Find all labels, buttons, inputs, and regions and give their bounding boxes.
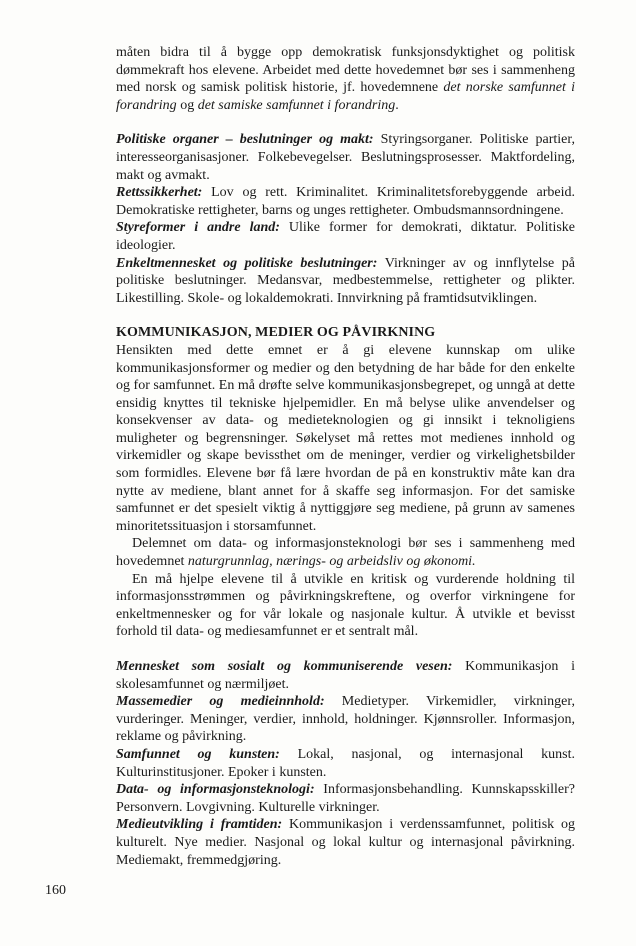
topic-text: Ulike former for demokrati, diktatur. Politiske ideologier. xyxy=(116,220,575,253)
section-paragraph-3: En må hjelpe elevene til å utvikle en kritisk og vurderende holdning til informasjonsstrømmen og påvirkningskreftene, og overfor virkningene for enkeltmennesker og for vår lokale og nasjonale kultur. Å utvikle et bevisst forhold til data- og mediesamfunnet er et sentralt mål. xyxy=(116,571,575,640)
section-paragraph-2 xyxy=(116,535,575,570)
topic-text: Lov og rett. Kriminalitet. Kriminalitetsforebyggende arbeid. Demokratiske rettigheter, barns og unges rettigheter. Ombudsmannsordningene. xyxy=(116,185,575,218)
intro-connector: og xyxy=(176,97,198,113)
topic-item xyxy=(116,255,575,308)
topic-term: Rettssikkerhet: xyxy=(116,185,203,201)
topic-term: Medieutvikling i framtiden: xyxy=(116,817,283,833)
topic-item xyxy=(116,219,575,254)
topic-item xyxy=(116,658,575,693)
topic-text: Lokal, nasjonal, og internasjonal kunst. Kulturinstitusjoner. Epoker i kunsten. xyxy=(116,746,576,780)
topic-item xyxy=(116,781,575,816)
topic-term: Styreformer i andre land: xyxy=(116,220,280,236)
topic-item xyxy=(116,131,575,184)
topic-item xyxy=(116,816,575,869)
topic-term: Massemedier og medieinnhold: xyxy=(116,694,325,710)
intro-paragraph xyxy=(116,44,575,114)
topic-term: Enkeltmennesket og politiske beslutninger: xyxy=(116,255,378,271)
topic-item xyxy=(116,693,575,746)
section-paragraph-2-text: Delemnet om data- og informasjonsteknologi bør ses i sammenheng med hovedemnet xyxy=(116,536,575,570)
topic-text: Kommunikasjon i skolesamfunnet og nærmiljøet. xyxy=(116,659,575,692)
topic-term: Samfunnet og kunsten: xyxy=(116,746,280,762)
topic-item xyxy=(116,746,575,781)
intro-emphasis-norsk: det norske samfunnet i forandring xyxy=(116,80,576,113)
topic-text: Styringsorganer. Politiske partier, interesseorganisasjoner. Folkebevegelser. Beslutningsprosesser. Maktfordeling, makt og avmakt. xyxy=(116,132,575,183)
topic-text: Virkninger av og innflytelse på politiske beslutninger. Medansvar, medbestemmelse, rettigheter og plikter. Likestilling. Skole- og lokaldemokrati. Innvirkning på framtidsutviklingen. xyxy=(116,255,575,306)
topic-text: Medietyper. Virkemidler, virkninger, vurderinger. Meninger, verdier, innhold, holdninger. Kjønnsroller. Informasjon, reklame og påvirkning. xyxy=(116,694,575,745)
page-number: 160 xyxy=(45,883,66,898)
topic-item xyxy=(116,184,575,219)
topic-text: Informasjonsbehandling. Kunnskapsskiller? Personvern. Lovgivning. Kulturelle virkninger. xyxy=(116,782,575,815)
topic-term: Politiske organer – beslutninger og makt: xyxy=(116,132,374,148)
intro-text: måten bidra til å bygge opp demokratisk funksjonsdyktighet og politisk dømmekraft hos elevene. Arbeidet med dette hovedemnet bør ses i sammenheng med norsk og samisk politisk historie, jf. hovedemnene xyxy=(116,45,575,96)
section-paragraph-1: Hensikten med dette emnet er å gi elevene kunnskap om ulike kommunikasjonsformer og medier og den betydning de har både for den enkelte og for samfunnet. En må drøfte selve kommunikasjonsbegrepet, og unngå at dette ensidig knyttes til tekniske hjelpemidler. En må belyse ulike anvendelser og konsekvenser av data- og medieteknologien og gi innsikt i teknoligiens muligheter og begrensninger. Søkelyset må rettes mot medienes innhold og virkemidler og skape bevissthet om de meninger, verdier og virkelighetsbilder som formidles. Elevene bør få lære hvordan de på en konstruktiv måte kan dra nytte av mediene, blant annet for å skaffe seg informasjon. For det samiske samfunnet er det spesielt viktig å nyttiggjøre seg mediene, på grunn av samenes minoritetssituasjon i storsamfunnet. xyxy=(116,342,575,534)
intro-emphasis-samisk: det samiske samfunnet i forandring xyxy=(197,97,396,113)
section-paragraph-2-emphasis: naturgrunnlag, nærings- og arbeidsliv og økonomi. xyxy=(187,554,476,570)
page-body xyxy=(116,44,575,869)
topic-term: Data- og informasjonsteknologi: xyxy=(116,782,315,798)
section-heading: KOMMUNIKASJON, MEDIER OG PÅVIRKNING xyxy=(116,325,436,341)
topic-text: Kommunikasjon i verdenssamfunnet, politisk og kulturelt. Nye medier. Nasjonal og lokal kultur og internasjonal påvirkning. Mediemakt, fremmedgjøring. xyxy=(116,817,575,868)
topic-term: Mennesket som sosialt og kommuniserende vesen: xyxy=(116,659,453,674)
intro-end: . xyxy=(395,97,399,113)
